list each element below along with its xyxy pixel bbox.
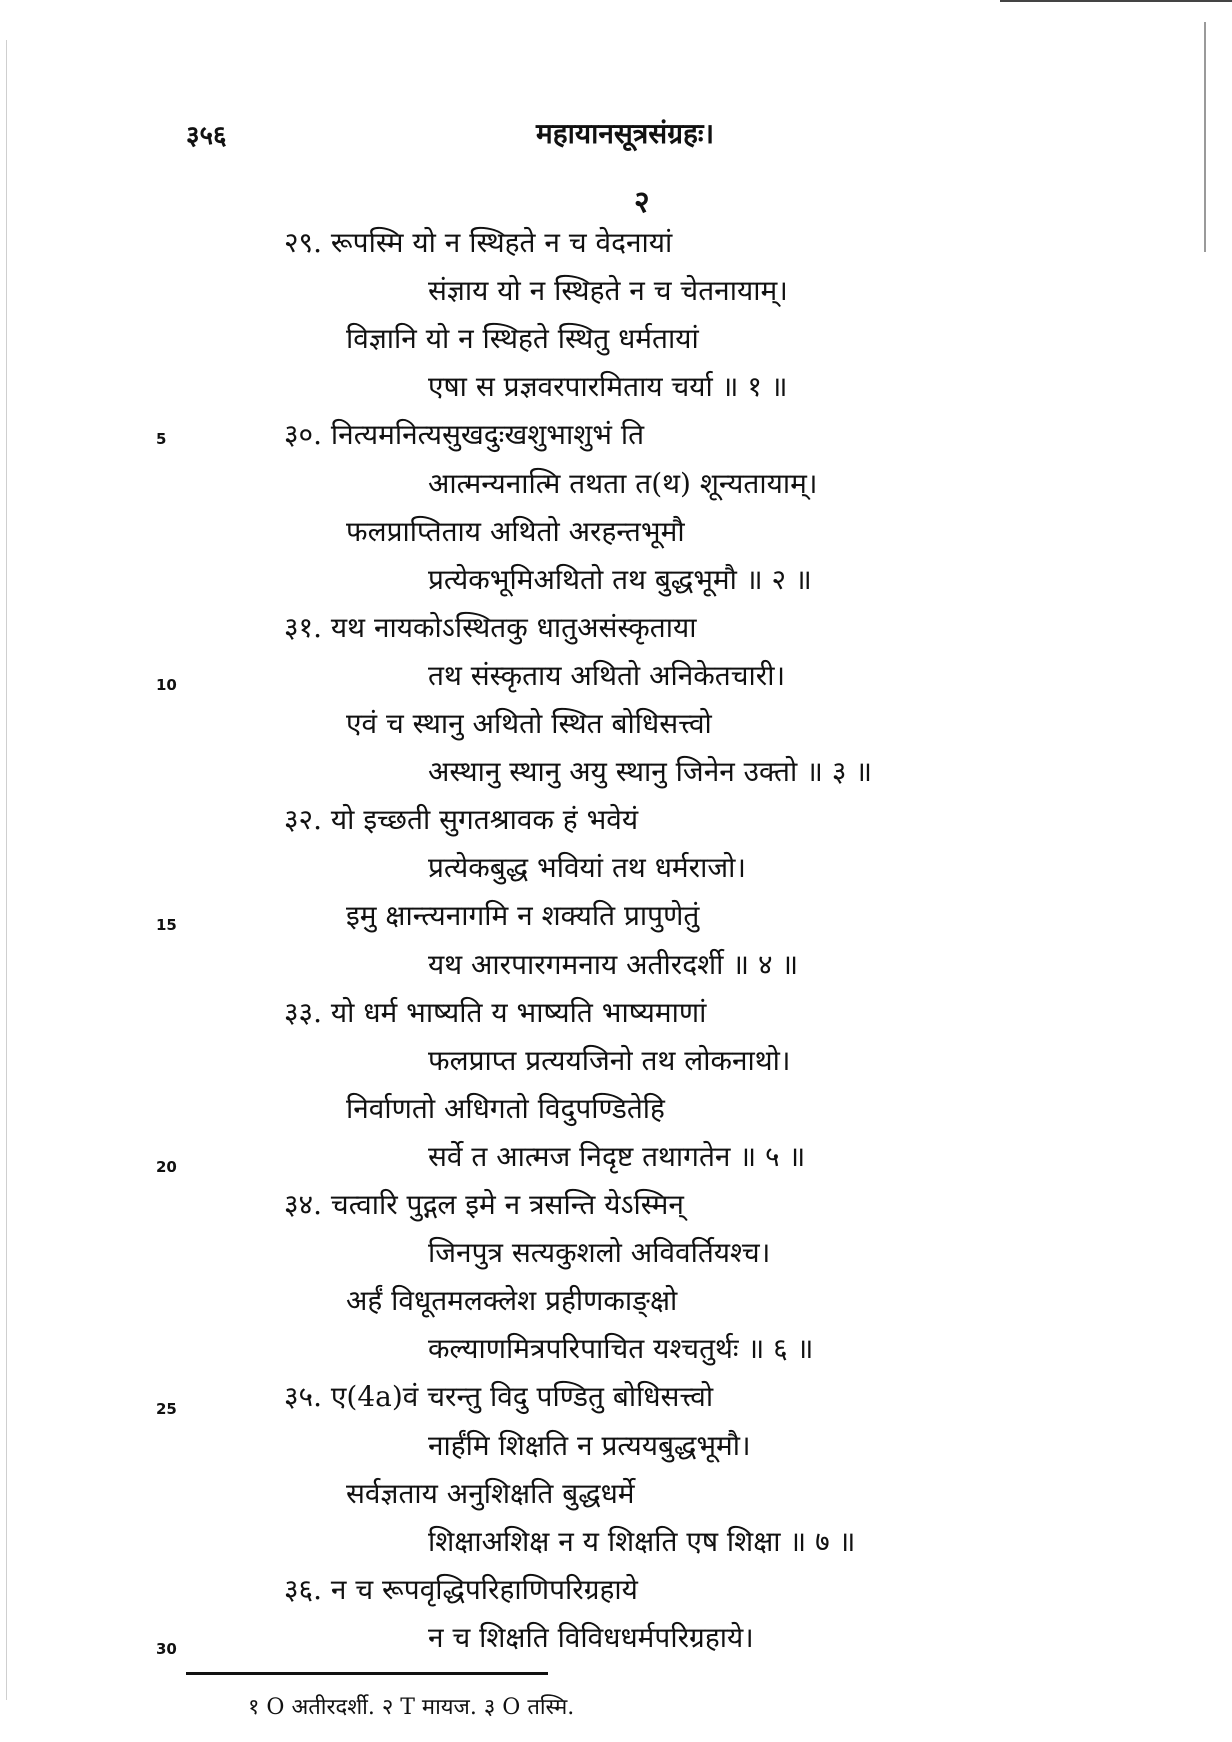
- verse-line: फलप्राप्तिताय अथितो अरहन्तभूमौ: [346, 515, 685, 548]
- verse-line: निर्वाणतो अधिगतो विदुपण्डितेहि: [346, 1092, 665, 1125]
- verse-line: सर्वज्ञताय अनुशिक्षति बुद्धधर्मे: [346, 1477, 635, 1510]
- verse-line: एषा स प्रज्ञवरपारमिताय चर्या ॥ १ ॥: [428, 370, 788, 403]
- verse-line: यथ आरपारगमनाय अतीरदर्शी ॥ ४ ॥: [428, 948, 799, 981]
- verse-line: प्रत्येकभूमिअथितो तथ बुद्धभूमौ ॥ २ ॥: [428, 563, 812, 596]
- line-number: 25: [156, 1400, 177, 1418]
- verse-line: नार्हंमि शिक्षति न प्रत्ययबुद्धभूमौ।: [428, 1429, 751, 1462]
- verse-first-line: ३०. नित्यमनित्यसुखदुःखशुभाशुभं ति: [284, 418, 645, 451]
- line-number: 10: [156, 676, 177, 694]
- line-number: 5: [156, 430, 167, 448]
- footnote: १ O अतीरदर्शी. २ T मायज. ३ O तस्मि.: [248, 1695, 575, 1720]
- verse-first-line: ३६. न च रूपवृद्धिपरिहाणिपरिग्रहाये: [284, 1573, 638, 1606]
- verse-line: संज्ञाय यो न स्थिहते न च चेतनायाम्।: [428, 274, 788, 307]
- scan-edge-left: [6, 40, 7, 1700]
- line-number: 15: [156, 916, 177, 934]
- verse-line: अर्हं विधूतमलक्लेश प्रहीणकाङ्क्षो: [346, 1284, 678, 1317]
- line-number: 30: [156, 1640, 177, 1658]
- verse-line: आत्मन्यनात्मि तथता त(थ) शून्यतायाम्।: [428, 467, 818, 500]
- page-number: ३५६: [186, 121, 227, 151]
- footnote-rule: [186, 1672, 548, 1675]
- verse-line: शिक्षाअशिक्ष न य शिक्षति एष शिक्षा ॥ ७ ॥: [428, 1525, 856, 1558]
- scan-edge-top: [1000, 0, 1232, 2]
- verse-line: फलप्राप्त प्रत्ययजिनो तथ लोकनाथो।: [428, 1044, 791, 1077]
- verse-first-line: ३४. चत्वारि पुद्गल इमे न त्रसन्ति येऽस्मिन्: [284, 1188, 684, 1221]
- section-mark: २: [634, 185, 650, 220]
- verse-first-line: ३१. यथ नायकोऽस्थितकु धातुअसंस्कृताया: [284, 611, 697, 644]
- verse-line: प्रत्येकबुद्ध भवियां तथ धर्मराजो।: [428, 851, 747, 884]
- verse-line: जिनपुत्र सत्यकुशलो अविवर्तियश्च।: [428, 1236, 771, 1269]
- verse-first-line: ३५. ए(4a)वं चरन्तु विदु पण्डितु बोधिसत्त्वो: [284, 1380, 714, 1413]
- verse-first-line: ३२. यो इच्छती सुगतश्रावक हं भवेयं: [284, 803, 639, 836]
- verse-line: तथ संस्कृताय अथितो अनिकेतचारी।: [428, 659, 786, 692]
- verse-line: एवं च स्थानु अथितो स्थित बोधिसत्त्वो: [346, 707, 712, 740]
- verse-line: इमु क्षान्त्यनागमि न शक्यति प्रापुणेतुं: [346, 899, 700, 932]
- line-number: 20: [156, 1158, 177, 1176]
- page-title: महायानसूत्रसंग्रहः।: [536, 117, 715, 150]
- verse-line: अस्थानु स्थानु अयु स्थानु जिनेन उक्तो ॥ ३ ॥: [428, 755, 873, 788]
- scan-edge-right: [1204, 22, 1206, 252]
- verse-line: विज्ञानि यो न स्थिहते स्थितु धर्मतायां: [346, 322, 699, 355]
- verse-first-line: २९. रूपस्मि यो न स्थिहते न च वेदनायां: [284, 226, 673, 259]
- verse-line: सर्वे त आत्मज निदृष्ट तथागतेन ॥ ५ ॥: [428, 1140, 806, 1173]
- verse-line: न च शिक्षति विविधधर्मपरिग्रहाये।: [428, 1621, 754, 1654]
- verse-first-line: ३३. यो धर्म भाष्यति य भाष्यति भाष्यमाणां: [284, 996, 707, 1029]
- verse-line: कल्याणमित्रपरिपाचित यश्चतुर्थः ॥ ६ ॥: [428, 1332, 814, 1365]
